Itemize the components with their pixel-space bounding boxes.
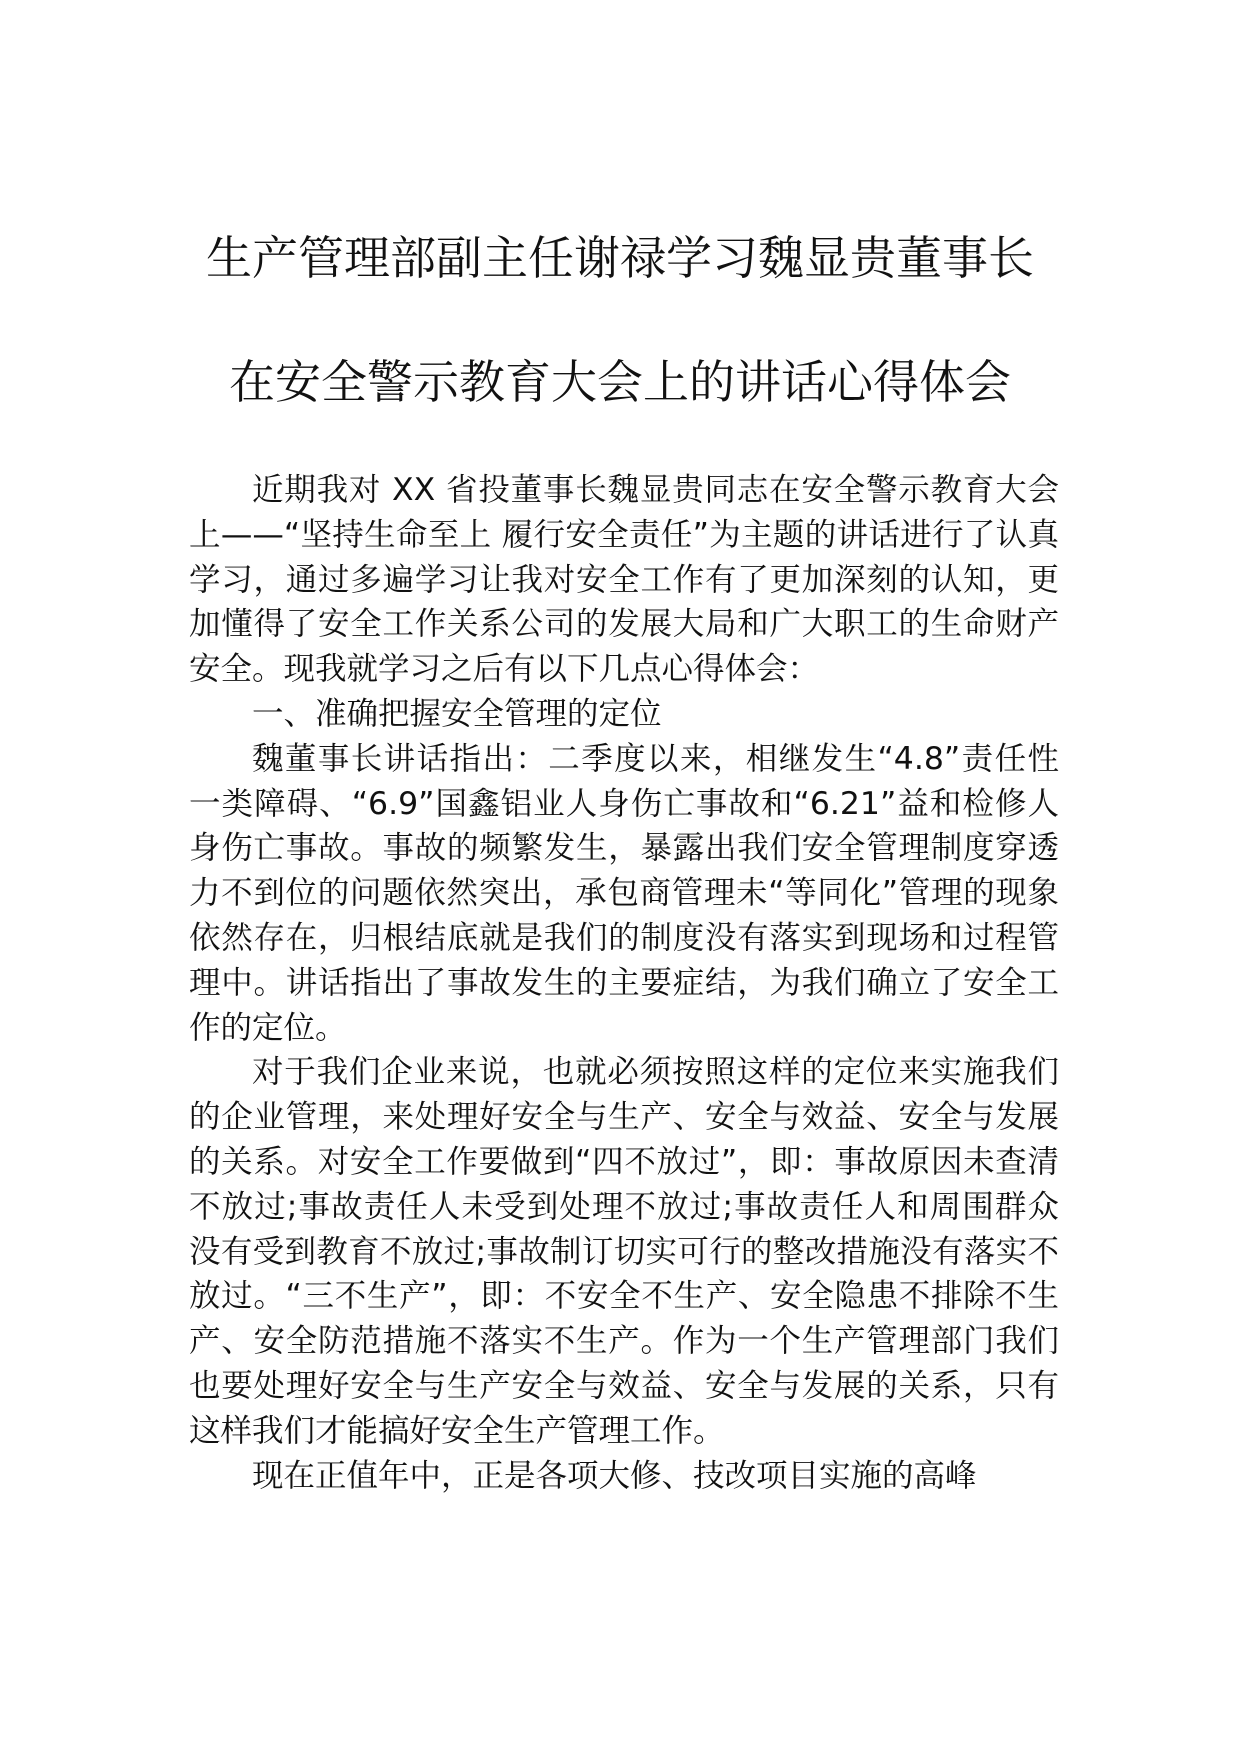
paragraph-intro: 近期我对 XX 省投董事长魏显贵同志在安全警示教育大会上——“坚持生命至上 履行安全责任”为主题的讲话进行了认真学习，通过多遍学习让我对安全工作有了更加深刻的认知，更加懂得了安全工作关系公司的发展大局和广大职工的生命财产安全。现我就学习之后有以下几点心得体会： [189,472,1059,688]
paragraph-speech-summary: 魏董事长讲话指出：二季度以来，相继发生“4.8”责任性一类障碍、“6.9”国鑫铝业人身伤亡事故和“6.21”益和检修人身伤亡事故。事故的频繁发生，暴露出我们安全管理制度穿透力不到位的问题依然突出，承包商管理未“等同化”管理的现象依然存在，归根结底就是我们的制度没有落实到现场和过程管理中。讲话指出了事故发生的主要症结，为我们确立了安全工作的定位。 [189,740,1059,1046]
section-heading-1: 一、准确把握安全管理的定位 [252,695,662,732]
document-title-line-2: 在安全警示教育大会上的讲话心得体会 [229,355,1011,409]
document-body [189,468,1059,1498]
document-title-line-1: 生产管理部副主任谢禄学习魏显贵董事长 [206,231,1034,285]
paragraph-midyear: 现在正值年中，正是各项大修、技改项目实施的高峰 [252,1457,977,1494]
paragraph-enterprise-management: 对于我们企业来说，也就必须按照这样的定位来实施我们的企业管理，来处理好安全与生产、安全与效益、安全与发展的关系。对安全工作要做到“四不放过”，即：事故原因未查清不放过;事故责任人未受到处理不放过;事故责任人和周围群众没有受到教育不放过;事故制订切实可行的整改措施没有落实不放过。“三不生产”，即：不安全不生产、安全隐患不排除不生产、安全防范措施不落实不生产。作为一个生产管理部门我们也要处理好安全与生产安全与效益、安全与发展的关系，只有这样我们才能搞好安全生产管理工作。 [189,1054,1059,1449]
